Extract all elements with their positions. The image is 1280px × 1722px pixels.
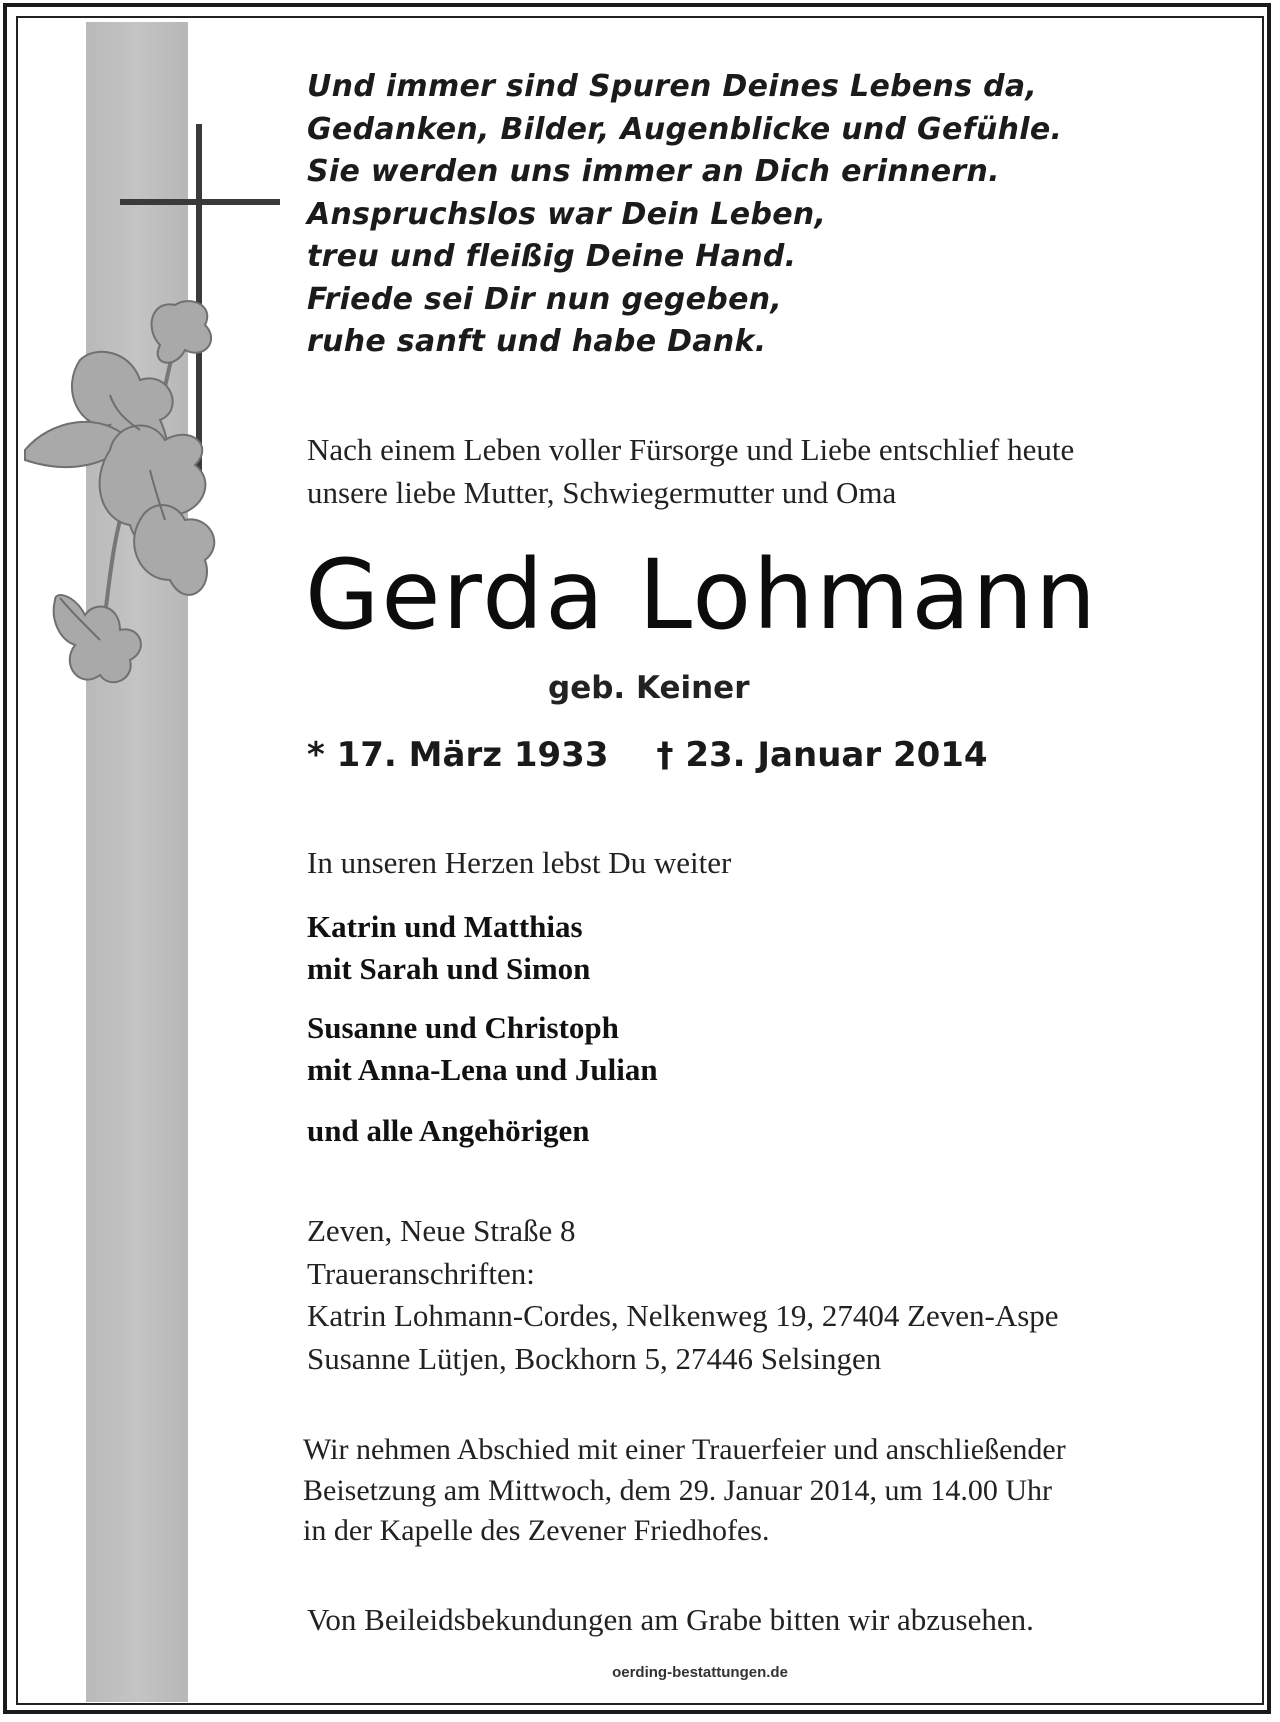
service-line: Wir nehmen Abschied mit einer Trauerfeier und anschließender [303, 1433, 1066, 1466]
intro-line: unsere liebe Mutter, Schwiegermutter und Oma [307, 475, 897, 510]
mourning-addresses [307, 1210, 1059, 1380]
memorial-poem [307, 66, 1062, 364]
poem-line: ruhe sanft und habe Dank. [307, 324, 767, 359]
ivy-leaves-icon [25, 301, 214, 682]
family-line: Katrin und Matthias [307, 909, 583, 944]
poem-line: treu und fleißig Deine Hand. [307, 239, 797, 274]
poem-line: Anspruchslos war Dein Leben, [307, 196, 827, 232]
family-line: mit Sarah und Simon [307, 951, 591, 986]
address-line: Susanne Lütjen, Bockhorn 5, 27446 Selsingen [307, 1340, 882, 1376]
family-line: mit Anna-Lena und Julian [307, 1052, 658, 1087]
intro-text [307, 428, 1074, 514]
condolence-note: Von Beileidsbekundungen am Grabe bitten wir abzusehen. [307, 1602, 1034, 1637]
birth-date: * 17. März 1933 [307, 735, 609, 775]
poem-line: Sie werden uns immer an Dich erinnern. [307, 154, 1000, 189]
cross-and-ivy-decoration [0, 0, 320, 720]
intro-line: Nach einem Leben voller Fürsorge und Liebe entschlief heute [307, 432, 1075, 467]
service-line: Beisetzung am Mittwoch, dem 29. Januar 2014, um 14.00 Uhr [303, 1473, 1053, 1507]
poem-line: Friede sei Dir nun gegeben, [307, 281, 783, 317]
family-closing [307, 1110, 590, 1152]
family-group [307, 1007, 658, 1091]
hearts-line: In unseren Herzen lebst Du weiter [307, 845, 732, 880]
family-line: und alle Angehörigen [307, 1113, 590, 1148]
maiden-name: geb. Keiner [548, 670, 750, 706]
family-line: Susanne und Christoph [307, 1010, 619, 1045]
poem-line: Und immer sind Spuren Deines Lebens da, [307, 69, 1038, 104]
deceased-name: Gerda Lohmann [305, 539, 1098, 651]
service-line: in der Kapelle des Zevener Friedhofes. [303, 1514, 770, 1547]
address-line: Zeven, Neue Straße 8 [307, 1213, 576, 1248]
funeral-service-info [303, 1430, 1066, 1552]
family-group [307, 906, 590, 990]
address-line: Katrin Lohmann-Cordes, Nelkenweg 19, 27404 Zeven-Aspe [307, 1298, 1059, 1333]
death-date: † 23. Januar 2014 [656, 735, 988, 775]
poem-line: Gedanken, Bilder, Augenblicke und Gefühle. [307, 111, 1063, 147]
funeral-home-credit: oerding-bestattungen.de [612, 1664, 788, 1681]
life-dates [307, 733, 988, 777]
address-line: Traueranschriften: [307, 1255, 535, 1291]
